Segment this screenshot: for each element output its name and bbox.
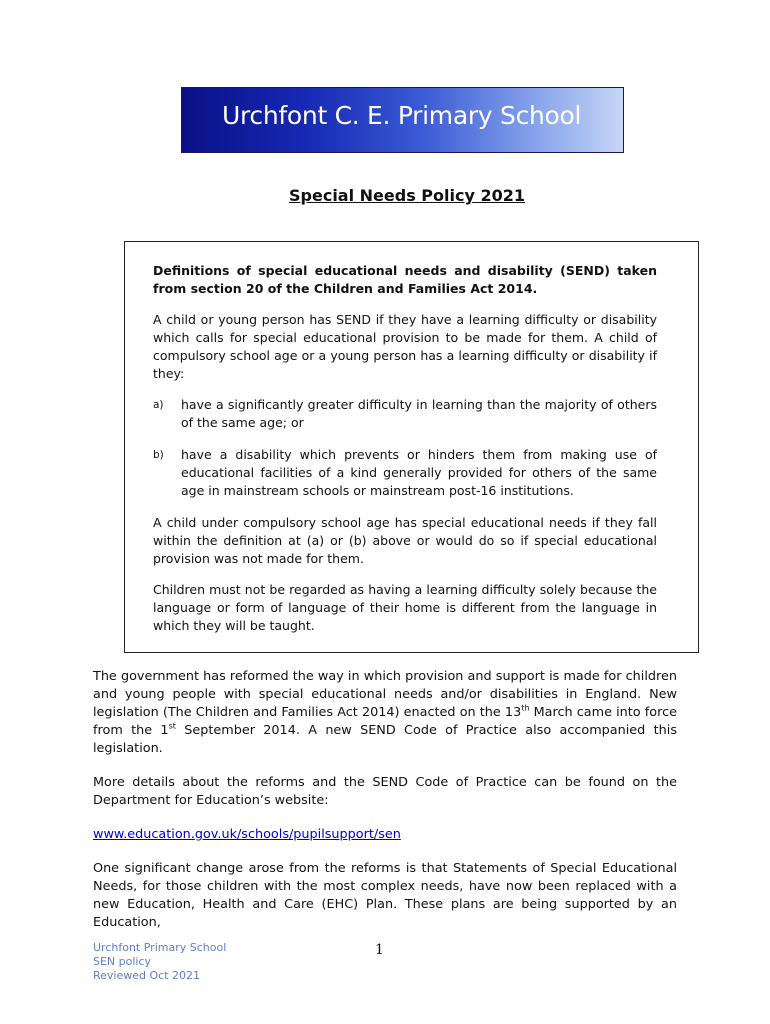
- ordinal-suffix-st: st: [168, 721, 176, 731]
- school-name: Urchfont C. E. Primary School: [222, 101, 582, 130]
- under-age-definition: A child under compulsory school age has special educational needs if they fall within the definition at (a) or (b) above or would do so if special educational provision was not made for them.: [153, 515, 657, 566]
- definition-item-b: [153, 446, 657, 500]
- school-name-banner: [181, 87, 624, 153]
- language-definition: Children must not be regarded as having a learning difficulty solely because the language or form of language of their home is different from the language in which they will be taught.: [153, 582, 657, 633]
- footer-school: Urchfont Primary School: [93, 941, 227, 954]
- definition-item-a-text: have a significantly greater difficulty in learning than the majority of others of the same age; or: [181, 397, 657, 430]
- definitions-heading: Definitions of special educational needs and disability (SEND) taken from section 20 of the Children and Families Act 2014.: [153, 263, 657, 296]
- ehc-paragraph: One significant change arose from the reforms is that Statements of Special Educational Needs, for those children with the most complex needs, have now been replaced with a new Education, Health and Care (EHC) Plan. These plans are being supported by an Education,: [93, 861, 677, 930]
- list-marker-a: a): [153, 399, 164, 411]
- send-definitions-box: [124, 241, 699, 653]
- more-details-paragraph: More details about the reforms and the SEND Code of Practice can be found on the Department for Education’s website:: [93, 775, 677, 808]
- definitions-intro: A child or young person has SEND if they have a learning difficulty or disability which calls for special educational provision to be made for them. A child of compulsory school age or a young person has a learning difficulty or disability if they:: [153, 312, 657, 381]
- footer-reviewed: Reviewed Oct 2021: [93, 969, 201, 982]
- reform-paragraph: [93, 668, 677, 758]
- dfe-sen-link[interactable]: www.education.gov.uk/schools/pupilsupport/sen: [93, 827, 401, 842]
- definition-item-a: [153, 396, 657, 432]
- reform-text-c: September 2014. A new SEND Code of Practice also accompanied this legislation.: [93, 723, 677, 756]
- reform-text-b: March came into force from the 1: [93, 705, 677, 738]
- policy-title: Special Needs Policy 2021: [289, 186, 525, 205]
- reform-text-a: The government has reformed the way in which provision and support is made for children and young people with special educational needs and/or disabilities in England. New legislation (The Children and Families Act 2014) enacted on the 13: [93, 669, 677, 720]
- page-number: 1: [375, 942, 384, 958]
- list-marker-b: b): [153, 449, 164, 461]
- page-footer: [93, 941, 226, 983]
- footer-policy: SEN policy: [93, 955, 152, 968]
- body-text: [93, 668, 677, 948]
- ordinal-suffix-th: th: [521, 703, 530, 713]
- definition-item-b-text: have a disability which prevents or hinders them from making use of educational facilities of a kind generally provided for others of the same age in mainstream schools or mainstream post-16 institutions.: [181, 447, 657, 498]
- link-paragraph: [93, 826, 677, 844]
